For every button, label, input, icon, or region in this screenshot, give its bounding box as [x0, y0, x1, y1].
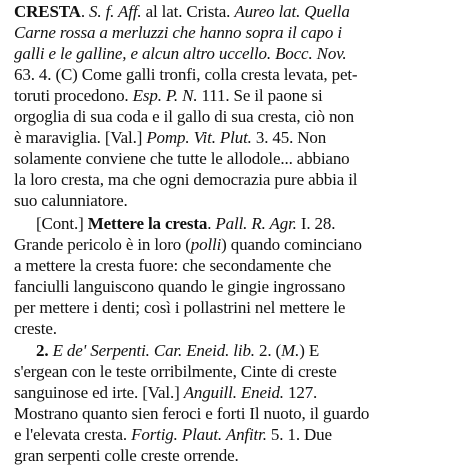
entry-line	[14, 404, 468, 424]
bold-text: Mettere la cresta	[87, 214, 208, 233]
entry-line	[14, 362, 468, 382]
text-run: orgoglia di sua coda e il gallo di sua cresta, ciò non	[14, 107, 354, 126]
italic-text: S. f. Aff.	[89, 2, 142, 21]
bold-text: 2.	[36, 341, 53, 360]
text-run: solamente conviene che tutte le allodole... abbiano	[14, 149, 350, 168]
italic-text: Carne rossa a merluzzi che hanno sopra il capo i	[14, 23, 342, 42]
italic-text: polli	[190, 235, 222, 254]
text-run: 5. 1. Due	[266, 425, 332, 444]
text-run: ) E	[299, 341, 320, 360]
text-run: .	[207, 214, 216, 233]
entry-line	[14, 107, 468, 127]
entry-line	[14, 277, 468, 297]
entry-line	[14, 128, 468, 148]
text-run: 127.	[283, 383, 318, 402]
entry-line	[14, 235, 468, 255]
text-run: suo calunniatore.	[14, 191, 128, 210]
entry-line	[14, 44, 468, 64]
text-run: 111. Se il paone si	[197, 86, 323, 105]
text-run: Grande pericolo è in loro (	[14, 235, 191, 254]
italic-text: Pall. R. Agr.	[215, 214, 297, 233]
entry-line	[14, 149, 468, 169]
section-heading-line	[36, 341, 468, 361]
text-run: e l'elevata cresta.	[14, 425, 132, 444]
entry-line	[14, 446, 468, 466]
entry-line	[14, 86, 468, 106]
text-run: per mettere i denti; così i pollastrini nel mettere le	[14, 298, 346, 317]
entry-line	[14, 23, 468, 43]
italic-text: M.	[281, 341, 300, 360]
text-run: 2. (	[254, 341, 282, 360]
entry-line	[14, 65, 468, 85]
text-run: s'ergean con le teste orribilmente, Cinte di creste	[14, 362, 337, 381]
text-run: sanguinose ed irte. [Val.]	[14, 383, 184, 402]
text-run: Mostrano quanto sien feroci e forti Il nuoto, il guardo	[14, 404, 370, 423]
bold-text: CRESTA	[14, 2, 81, 21]
text-run: fanciulli languiscono quando le gingie ingrossano	[14, 277, 346, 296]
italic-text: Anguill. Eneid.	[183, 383, 284, 402]
italic-text: E de' Serpenti. Car. Eneid. lib.	[52, 341, 255, 360]
text-run: [Cont.]	[36, 214, 88, 233]
text-run: 3. 45. Non	[251, 128, 327, 147]
text-run: è maraviglia. [Val.]	[14, 128, 147, 147]
italic-text: galli e le galline, e alcun altro uccello. Bocc. Nov.	[14, 44, 347, 63]
italic-text: Esp. P. N.	[132, 86, 198, 105]
text-run: a mettere la cresta fuore: che secondamente che	[14, 256, 332, 275]
text-run: I. 28.	[296, 214, 336, 233]
text-run: al lat. Crista.	[141, 2, 235, 21]
entry-line	[14, 383, 468, 403]
text-run: .	[80, 2, 90, 21]
text-run: gran serpenti colle creste orrende.	[14, 446, 239, 465]
italic-text: Pomp. Vit. Plut.	[146, 128, 252, 147]
entry-line	[14, 170, 468, 190]
entry-line	[14, 425, 468, 445]
entry-line	[14, 191, 468, 211]
entry-line	[14, 298, 468, 318]
entry-line	[14, 319, 468, 339]
text-run: 63. 4. (C) Come galli tronfi, colla cresta levata, pet-	[14, 65, 358, 84]
text-run: creste.	[14, 319, 57, 338]
italic-text: Fortig. Plaut. Anfitr.	[131, 425, 267, 444]
entry-line	[14, 256, 468, 276]
entry-line	[14, 2, 468, 22]
section-heading-line	[36, 214, 468, 234]
text-run: la loro cresta, ma che ogni democrazia pure abbia il	[14, 170, 358, 189]
text-run: toruti procedono.	[14, 86, 133, 105]
text-run: ) quando cominciano	[221, 235, 362, 254]
italic-text: Aureo lat. Quella	[234, 2, 350, 21]
